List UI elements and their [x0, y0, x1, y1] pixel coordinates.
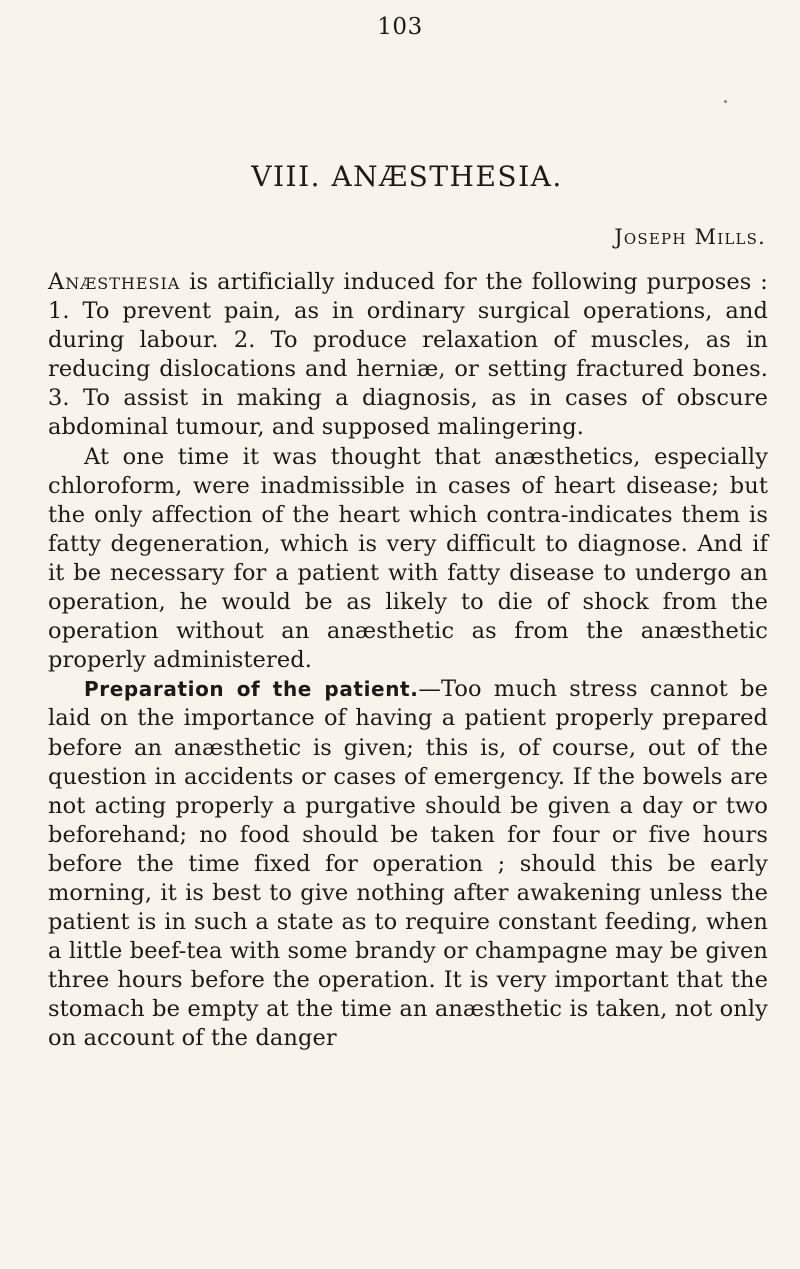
paragraph-2: At one time it was thought that anæsthetics, especially chloroform, were inadmissible in cases of heart disease; but the only affection of the heart which contra-indicates them is fatty degeneration, which is very difficult to diagnose. And if it be necessary for a patient with fatty disease to undergo an operation, he would be as likely to die of shock from the operation without an anæsthetic as from the anæsthetic properly administered. — [48, 443, 768, 674]
body-text — [48, 268, 768, 1054]
paper-speck — [724, 100, 727, 103]
chapter-title: VIII. ANÆSTHESIA. — [251, 160, 563, 193]
page-number: 103 — [377, 14, 423, 40]
paragraph-3 — [48, 675, 768, 1053]
lead-word: Anæsthesia — [48, 269, 181, 295]
paragraph-1 — [48, 268, 768, 443]
author-name: Joseph Mills. — [614, 225, 766, 249]
section-heading: Preparation of the patient. — [84, 677, 419, 702]
paragraph-3-text: —Too much stress cannot be laid on the importance of having a patient properly prepared before an anæsthetic is given; this is, of course, out of the question in accidents or cases of emergency. If the bowels are not acting properly a purgative should be given a day or two beforehand; no food should be taken for four or five hours before the time fixed for operation ; should this be early morning, it is best to give nothing after awakening unless the patient is in such a state as to require constant feeding, when a little beef-tea with some brandy or champagne may be given three hours before the operation. It is very important that the stomach be empty at the time an anæsthetic is taken, not only on account of the danger — [48, 676, 768, 1052]
paragraph-1-text: is artificially induced for the following purposes : 1. To prevent pain, as in ordinary surgical operations, and during labour. 2. To produce relaxation of muscles, as in reducing dislocations and herniæ, or setting fractured bones. 3. To assist in making a diagnosis, as in cases of obscure abdominal tumour, and supposed malingering. — [48, 269, 768, 441]
